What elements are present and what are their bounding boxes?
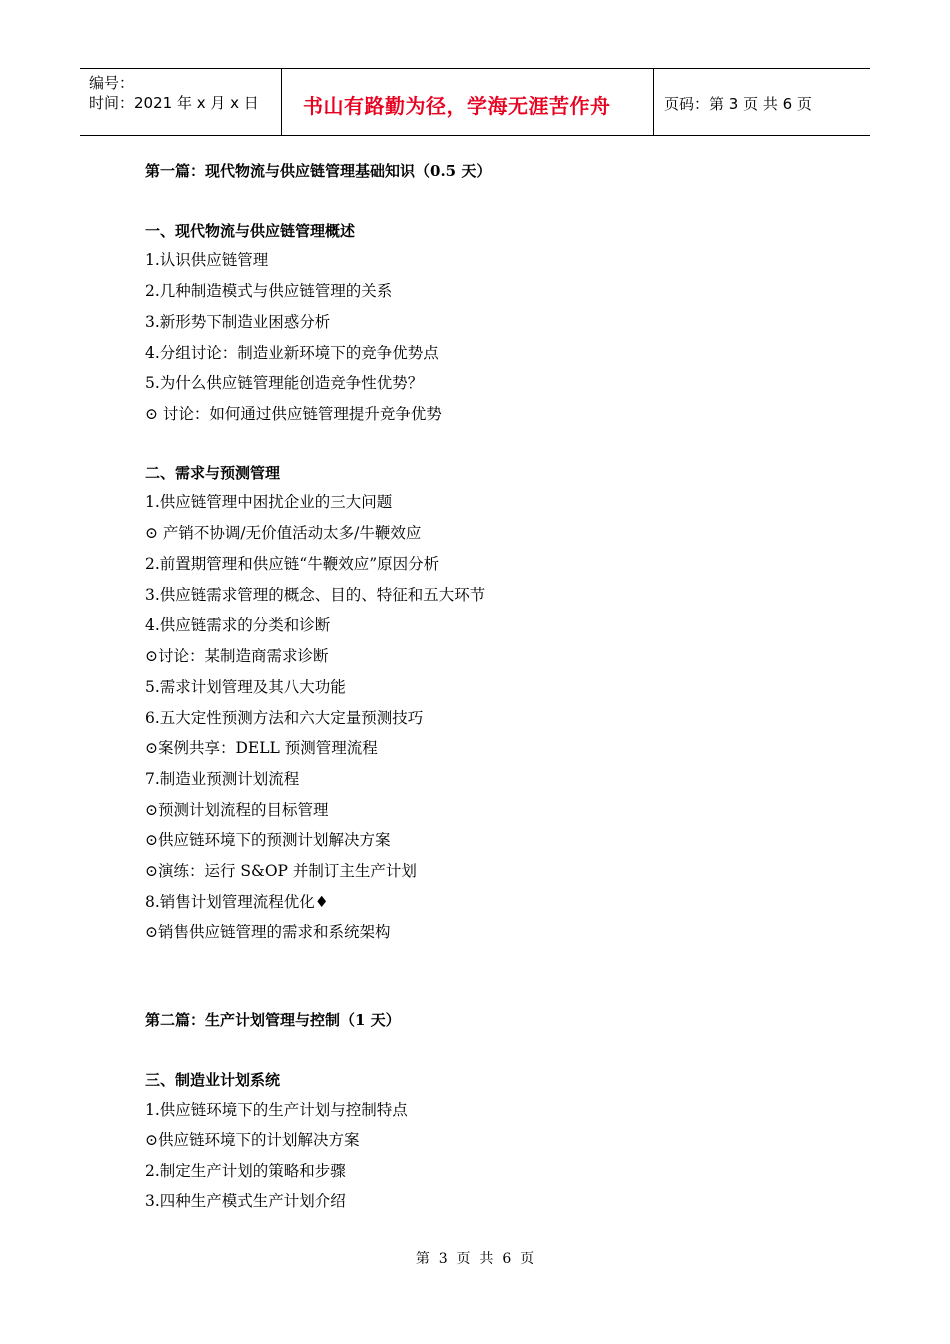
- header-page-label: 页码：第 3 页 共 6 页: [664, 95, 812, 113]
- footer-page-number: 第 3 页 共 6 页: [415, 1251, 535, 1267]
- list-item: 5.需求计划管理及其八大功能: [145, 678, 346, 696]
- list-item: ⊙供应链环境下的计划解决方案: [145, 1131, 360, 1149]
- list-item: 8.销售计划管理流程优化♦: [145, 893, 329, 911]
- list-item: 3.供应链需求管理的概念、目的、特征和五大环节: [145, 586, 486, 604]
- part-heading: 第一篇：现代物流与供应链管理基础知识（0.5 天）: [145, 162, 492, 180]
- section-heading: 二、需求与预测管理: [145, 464, 281, 482]
- list-item: 7.制造业预测计划流程: [145, 770, 300, 788]
- list-item: ⊙讨论：某制造商需求诊断: [145, 647, 329, 665]
- list-item: 1.供应链管理中困扰企业的三大问题: [145, 493, 393, 511]
- list-item: 3.新形势下制造业困惑分析: [145, 313, 331, 331]
- list-item: 6.五大定性预测方法和六大定量预测技巧: [145, 709, 424, 727]
- page-footer: [0, 1248, 950, 1268]
- list-item: ⊙案例共享：DELL 预测管理流程: [145, 739, 378, 757]
- list-item: 2.几种制造模式与供应链管理的关系: [145, 282, 393, 300]
- header-info-cell: [80, 69, 282, 135]
- document-code-label: 编号：: [89, 74, 135, 92]
- list-item: ⊙预测计划流程的目标管理: [145, 801, 329, 819]
- list-item: 4.分组讨论：制造业新环境下的竞争优势点: [145, 344, 439, 362]
- section-heading: 三、制造业计划系统: [145, 1071, 281, 1089]
- header-motto-cell: [282, 69, 654, 135]
- list-item: 2.前置期管理和供应链“牛鞭效应”原因分析: [145, 555, 440, 573]
- list-item: ⊙供应链环境下的预测计划解决方案: [145, 831, 391, 849]
- header-motto: 书山有路勤为径，学海无涯苦作舟: [303, 93, 611, 118]
- list-item: ⊙ 产销不协调/无价值活动太多/牛鞭效应: [145, 524, 422, 542]
- list-item: ⊙ 讨论：如何通过供应链管理提升竞争优势: [145, 405, 442, 423]
- list-item: ⊙演练：运行 S&OP 并制订主生产计划: [145, 862, 417, 880]
- list-item: ⊙销售供应链管理的需求和系统架构: [145, 923, 391, 941]
- list-item: 2.制定生产计划的策略和步骤: [145, 1162, 346, 1180]
- part-heading: 第二篇：生产计划管理与控制（1 天）: [145, 1011, 401, 1029]
- list-item: 1.认识供应链管理: [145, 251, 269, 269]
- list-item: 1.供应链环境下的生产计划与控制特点: [145, 1101, 408, 1119]
- list-item: 5.为什么供应链管理能创造竞争性优势？: [145, 374, 424, 392]
- list-item: 4.供应链需求的分类和诊断: [145, 616, 331, 634]
- section-heading: 一、现代物流与供应链管理概述: [145, 222, 356, 240]
- document-date-label: 时间：2021 年 x 月 x 日: [89, 94, 259, 112]
- header-page-cell: [654, 69, 870, 135]
- document-header: [80, 68, 870, 136]
- list-item: 3.四种生产模式生产计划介绍: [145, 1192, 346, 1210]
